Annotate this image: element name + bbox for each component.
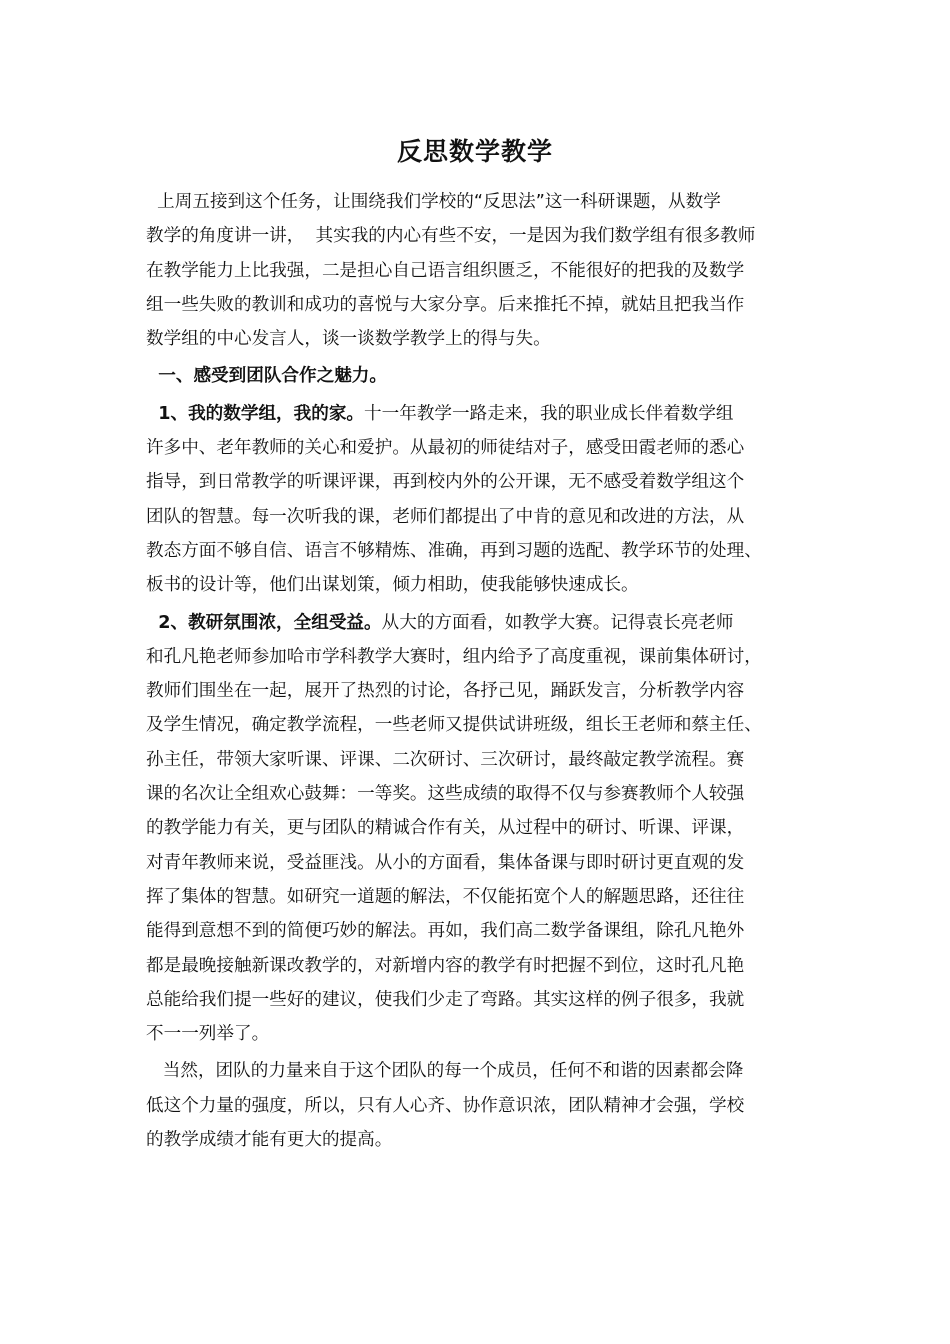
text-line: 在教学能力上比我强，二是担心自己语言组织匮乏，不能很好的把我的及数学 xyxy=(146,260,745,281)
text-line: 和孔凡艳老师参加哈市学科教学大赛时，组内给予了高度重视，课前集体研讨， xyxy=(146,646,762,667)
text-line xyxy=(146,606,826,640)
document-title: 反思数学教学 xyxy=(396,137,553,166)
text-line: 团队的智慧。每一次听我的课，老师们都提出了中肯的意见和改进的方法，从 xyxy=(146,506,745,527)
text-line: 上周五接到这个任务，让围绕我们学校的“反思法”这一科研课题，从数学 xyxy=(146,192,721,212)
text-line: 都是最晚接触新课改教学的，对新增内容的教学有时把握不到位，这时孔凡艳 xyxy=(146,955,745,976)
document-body xyxy=(146,185,826,1157)
text-line: 组一些失败的教训和成功的喜悦与大家分享。后来推托不掉，就姑且把我当作 xyxy=(146,294,745,315)
text-line: 孙主任，带领大家听课、评课、二次研讨、三次研讨，最终敲定教学流程。赛 xyxy=(146,749,745,770)
text-line: 的教学能力有关，更与团队的精诚合作有关，从过程中的研讨、听课、评课， xyxy=(146,818,745,839)
text-line: 不一一列举了。 xyxy=(146,1024,270,1045)
text-line: 数学组的中心发言人，谈一谈数学教学上的得与失。 xyxy=(146,329,551,350)
paragraph-heading: 1、我的数学组，我的家。 xyxy=(146,403,365,424)
paragraph-text: 从大的方面看，如教学大赛。记得袁长亮老师 xyxy=(381,612,734,633)
text-line: 挥了集体的智慧。如研究一道题的解法，不仅能拓宽个人的解题思路，还往往 xyxy=(146,886,745,907)
text-line: 一、感受到团队合作之魅力。 xyxy=(146,366,387,387)
text-line: 指导，到日常教学的听课评课，再到校内外的公开课，无不感受着数学组这个 xyxy=(146,472,745,493)
text-line xyxy=(146,397,826,431)
text-line: 对青年教师来说，受益匪浅。从小的方面看，集体备课与即时研讨更直观的发 xyxy=(146,852,745,873)
text-line: 当然，团队的力量来自于这个团队的每一个成员，任何不和谐的因素都会降 xyxy=(146,1061,744,1082)
text-line: 教态方面不够自信、语言不够精炼、准确，再到习题的选配、教学环节的处理、 xyxy=(146,540,762,561)
text-line: 及学生情况，确定教学流程，一些老师又提供试讲班级，组长王老师和蔡主任、 xyxy=(146,715,762,736)
text-line: 教师们围坐在一起，展开了热烈的讨论，各抒己见，踊跃发言，分析教学内容 xyxy=(146,681,745,702)
text-line: 低这个力量的强度，所以，只有人心齐、协作意识浓，团队精神才会强，学校 xyxy=(146,1095,745,1116)
text-line: 的教学成绩才能有更大的提高。 xyxy=(146,1130,393,1151)
paragraph-heading: 2、教研氛围浓，全组受益。 xyxy=(146,612,382,633)
text-line: 能得到意想不到的简便巧妙的解法。再如，我们高二数学备课组，除孔凡艳外 xyxy=(146,921,745,942)
text-line: 总能给我们提一些好的建议，使我们少走了弯路。其实这样的例子很多，我就 xyxy=(146,989,745,1010)
paragraph-text: 十一年教学一路走来，我的职业成长伴着数学组 xyxy=(364,403,734,424)
text-line: 课的名次让全组欢心鼓舞：一等奖。这些成绩的取得不仅与参赛教师个人较强 xyxy=(146,784,745,805)
text-line: 教学的角度讲一讲， 其实我的内心有些不安，一是因为我们数学组有很多教师 xyxy=(146,226,756,247)
text-line: 板书的设计等，他们出谋划策，倾力相助，使我能够快速成长。 xyxy=(146,575,639,596)
text-line: 许多中、老年教师的关心和爱护。从最初的师徒结对子，感受田霞老师的悉心 xyxy=(146,438,745,459)
